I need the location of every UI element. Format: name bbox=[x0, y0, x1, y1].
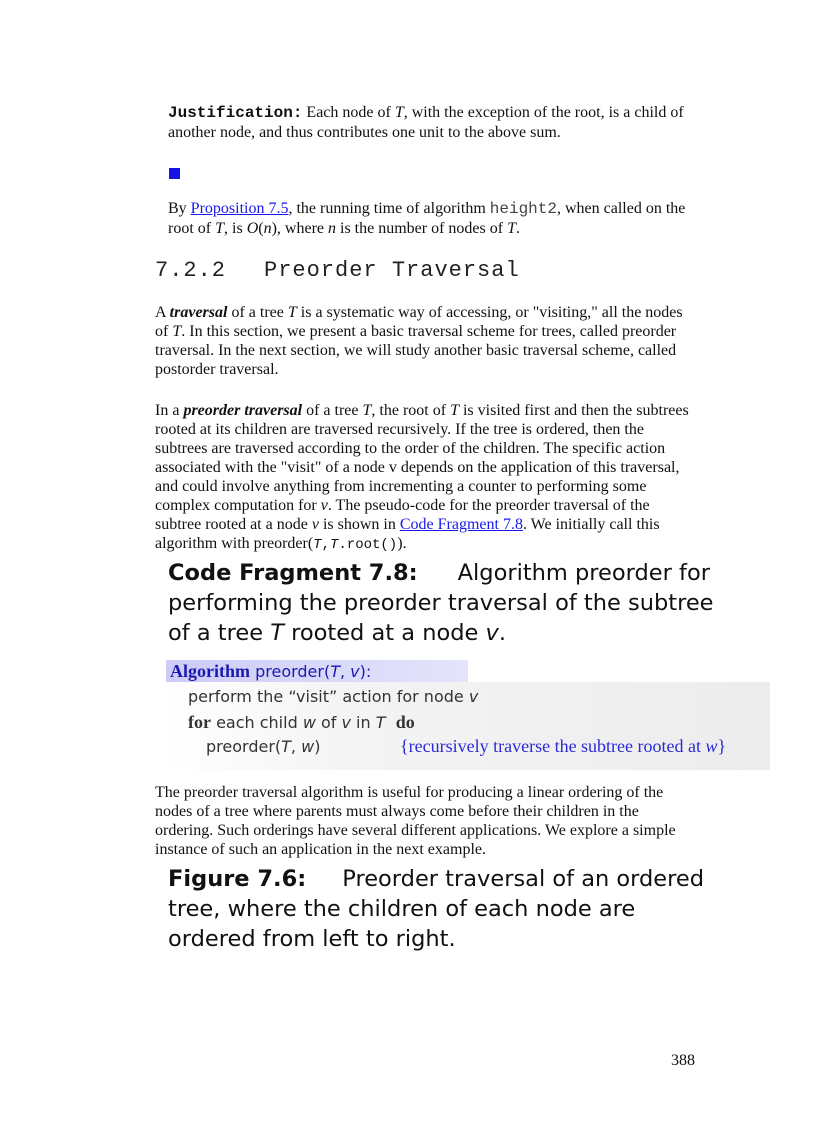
caption-label: Code Fragment 7.8: bbox=[168, 560, 418, 586]
height2-code: height2 bbox=[489, 200, 557, 218]
code-fragment-caption: Code Fragment 7.8: Algorithm preorder for performing the preorder traversal of the subtree of a tree T rooted at a node v. bbox=[168, 560, 714, 646]
running-time-paragraph: By Proposition 7.5, the running time of algorithm height2, when called on the root of T, is O(n), where n is the number of nodes of T. bbox=[168, 200, 686, 237]
figure-label: Figure 7.6: bbox=[168, 866, 307, 892]
ordering-paragraph: The preorder traversal algorithm is useful for producing a linear ordering of the nodes of a tree where parents must always come before their children in the ordering. Such orderings have several different applications. We explore a simple instance of such an application in the next example. bbox=[155, 784, 676, 858]
proposition-7-5-link[interactable]: Proposition 7.5 bbox=[190, 200, 289, 217]
figure-caption: Figure 7.6: Preorder traversal of an ordered tree, where the children of each node are ordered from left to right. bbox=[168, 866, 705, 952]
section-number: 7.2.2 bbox=[155, 258, 227, 283]
algorithm-line-visit: perform the “visit” action for node v bbox=[188, 687, 479, 706]
traversal-paragraph: A traversal of a tree T is a systematic way of accessing, or "visiting," all the nodes of T. In this section, we present a basic traversal scheme for trees, called preorder traversal. In the next section, we will study another basic traversal scheme, called postorder traversal. bbox=[155, 304, 683, 378]
algorithm-line-recurse: preorder(T, w) bbox=[206, 737, 321, 756]
preorder-paragraph: In a preorder traversal of a tree T, the root of T is visited first and then the subtrees rooted at its children are traversed recursively. If the tree is ordered, then the subtrees are traversed according to the order of the children. The specific action associated with the "visit" of a node v depends on the application of this traversal, and could involve anything from incrementing a counter to performing some complex computation for v. The pseudo-code for the preorder traversal of the subtree rooted at a node v is shown in Code Fragment 7.8. We initially call this algorithm with preorder(T,T.root()). bbox=[155, 402, 689, 553]
justification-paragraph: Justification: Each node of T, with the exception of the root, is a child of another node, and thus contributes one unit to the above sum. bbox=[168, 104, 684, 141]
justification-label: Justification: bbox=[168, 104, 303, 122]
algorithm-line-for: for each child w of v in T do bbox=[188, 712, 415, 732]
term-preorder-traversal: preorder traversal bbox=[183, 402, 303, 419]
section-title: Preorder Traversal bbox=[264, 258, 520, 283]
page-number: 388 bbox=[671, 1052, 695, 1069]
algorithm-header: Algorithm preorder(T, v): bbox=[170, 661, 372, 681]
proof-end-square-icon bbox=[169, 168, 180, 179]
term-traversal: traversal bbox=[169, 304, 228, 321]
section-heading bbox=[155, 258, 520, 283]
code-fragment-7-8-link[interactable]: Code Fragment 7.8 bbox=[399, 516, 523, 533]
algorithm-comment: {recursively traverse the subtree rooted at w} bbox=[400, 736, 727, 756]
algorithm-preorder-figure bbox=[166, 660, 770, 770]
